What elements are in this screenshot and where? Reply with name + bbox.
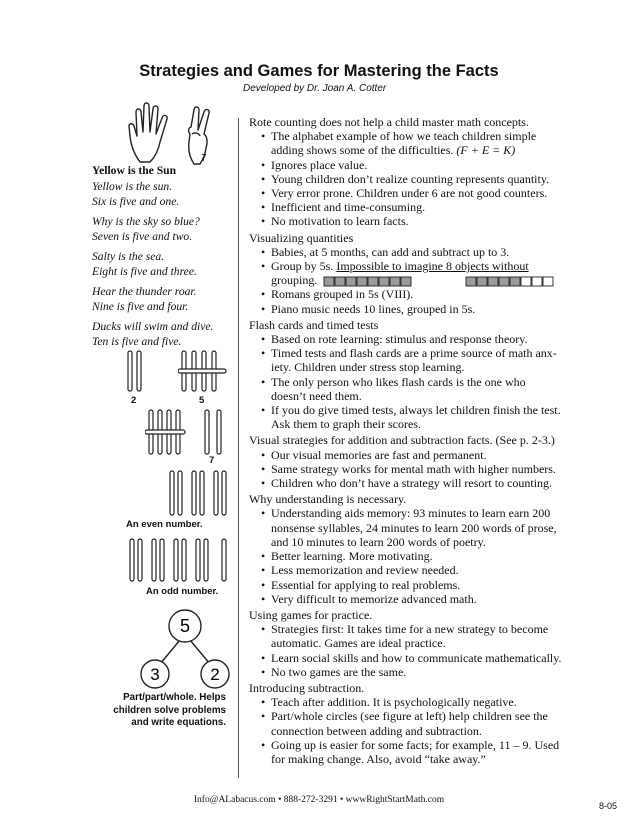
bullet-item bbox=[249, 709, 601, 737]
bullet-continuation: doesn’t need them. bbox=[271, 388, 362, 403]
footer-contact: Info@ALabacus.com • 888-272-3291 • wwwRightStartMath.com bbox=[193, 795, 445, 805]
bullet-continuation: adding shows some of the difficulties. (F + E = K) bbox=[271, 143, 516, 158]
tally-five bbox=[178, 350, 230, 392]
bullet-item bbox=[249, 506, 601, 549]
poem bbox=[92, 163, 232, 354]
bullet-continuation: and 10 minutes to learn 200 words of poetry. bbox=[271, 534, 486, 549]
bullet-line: • Piano music needs 10 lines, grouped in 5s. bbox=[249, 302, 601, 316]
bullet-line: • No two games are the same. bbox=[249, 665, 601, 679]
bullet-line: • Strategies first: It takes time for a new strategy to become bbox=[249, 622, 601, 636]
bullet-item bbox=[249, 549, 601, 563]
section bbox=[249, 433, 601, 490]
page-number: 8-05 bbox=[599, 801, 618, 811]
poem-line: Hear the thunder roar. bbox=[92, 284, 197, 298]
bullet-item bbox=[249, 214, 601, 228]
part-whole-circles bbox=[138, 606, 234, 690]
strategies-list bbox=[249, 115, 601, 768]
bullet-item bbox=[249, 259, 601, 287]
poem-stanza bbox=[92, 284, 232, 315]
bullet-line: • Less memorization and review needed. bbox=[249, 563, 601, 577]
poem-line: Seven is five and two. bbox=[92, 230, 193, 243]
bullet-item bbox=[249, 563, 601, 577]
bullet-item bbox=[249, 186, 601, 200]
bullet-item bbox=[249, 403, 601, 431]
page-title: Strategies and Games for Mastering the Facts bbox=[139, 62, 499, 80]
poem-line: Ducks will swim and dive. bbox=[92, 319, 214, 333]
caption-line: children solve problems bbox=[113, 704, 226, 716]
bullet-item bbox=[249, 302, 601, 316]
section-heading: Visualizing quantities bbox=[249, 230, 354, 245]
bullet-line: • Our visual memories are fast and permanent. bbox=[249, 448, 601, 462]
bullet-item bbox=[249, 158, 601, 172]
poem-line: Yellow is the sun. bbox=[92, 179, 173, 193]
poem-line: Salty is the sea. bbox=[92, 249, 165, 263]
bullet-continuation: automatic. Games are ideal practice. bbox=[271, 636, 446, 651]
section bbox=[249, 231, 601, 316]
bullet-item bbox=[249, 578, 601, 592]
section bbox=[249, 681, 601, 766]
bullet-line: • Same strategy works for mental math with higher numbers. bbox=[249, 462, 601, 476]
bullet-line: • Based on rote learning: stimulus and response theory. bbox=[249, 332, 601, 346]
poem-line: Ten is five and five. bbox=[92, 335, 182, 348]
part-value: 3 bbox=[150, 665, 160, 684]
poem-line: Eight is five and three. bbox=[92, 265, 197, 278]
bullet-item bbox=[249, 375, 601, 403]
bullet-item bbox=[249, 622, 601, 650]
poem-stanza bbox=[92, 214, 232, 245]
poem-line: Nine is five and four. bbox=[92, 300, 189, 313]
section bbox=[249, 608, 601, 679]
circles-caption bbox=[94, 692, 226, 730]
bullet-item bbox=[249, 245, 601, 259]
tally-label-seven: 7 bbox=[209, 455, 215, 466]
bullet-line: • Children who don’t have a strategy will resort to counting. bbox=[249, 476, 601, 490]
bullet-item bbox=[249, 695, 601, 709]
bullet-line: • Young children don’t realize counting represents quantity. bbox=[249, 172, 601, 186]
tally-odd bbox=[128, 538, 232, 582]
tally-label-two: 2 bbox=[131, 395, 137, 406]
underlined-text: Impossible to imagine 8 objects without bbox=[336, 259, 529, 274]
bullet-line: • Essential for applying to real problems. bbox=[249, 578, 601, 592]
bullet-item bbox=[249, 287, 601, 301]
section-heading: Using games for practice. bbox=[249, 607, 373, 622]
bullet-item bbox=[249, 332, 601, 346]
bullet-item bbox=[249, 200, 601, 214]
poem-line: Six is five and one. bbox=[92, 195, 180, 208]
bullet-item bbox=[249, 346, 601, 374]
part-value: 2 bbox=[210, 665, 220, 684]
section bbox=[249, 115, 601, 229]
poem-title: Yellow is the Sun bbox=[92, 164, 177, 177]
even-label: An even number. bbox=[126, 519, 203, 530]
section-heading: Why understanding is necessary. bbox=[249, 492, 407, 507]
bullet-line: • Learn social skills and how to communicate mathematically. bbox=[249, 651, 601, 665]
open-hand-icon bbox=[129, 103, 167, 162]
grouped-beads bbox=[465, 276, 555, 287]
hands-label: 7 bbox=[201, 153, 207, 164]
bullet-line: • Ignores place value. bbox=[249, 158, 601, 172]
bullet-item bbox=[249, 738, 601, 766]
page-subtitle: Developed by Dr. Joan A. Cotter bbox=[243, 83, 387, 94]
bullet-line: • Babies, at 5 months, can add and subtract up to 3. bbox=[249, 245, 601, 259]
tally-even bbox=[168, 470, 230, 516]
tally-label-five: 5 bbox=[199, 395, 205, 406]
bullet-item bbox=[249, 172, 601, 186]
bullet-line: • Going up is easier for some facts; for example, 11 – 9. Used bbox=[249, 738, 601, 752]
tally-two bbox=[125, 350, 145, 392]
section-heading: Flash cards and timed tests bbox=[249, 317, 379, 332]
bullet-continuation: connection between adding and subtraction. bbox=[271, 723, 482, 738]
bullet-item bbox=[249, 651, 601, 665]
bullet-line: • Part/whole circles (see figure at left) help children see the bbox=[249, 709, 601, 723]
bullet-continuation: Ask them to graph their scores. bbox=[271, 417, 421, 432]
bullet-item bbox=[249, 476, 601, 490]
bullet-line: • Understanding aids memory: 93 minutes to learn earn 200 bbox=[249, 506, 601, 520]
bullet-line: • Teach after addition. It is psychologically negative. bbox=[249, 695, 601, 709]
poem-stanza bbox=[92, 249, 232, 280]
bullet-continuation: iety. Children under stress stop learning. bbox=[271, 360, 465, 375]
bullet-line: • Romans grouped in 5s (VIII). bbox=[249, 287, 601, 301]
section-heading: Visual strategies for addition and subtraction facts. (See p. 2-3.) bbox=[249, 433, 555, 448]
section-heading: Introducing subtraction. bbox=[249, 680, 365, 695]
section bbox=[249, 318, 601, 432]
section-heading: Rote counting does not help a child master math concepts. bbox=[249, 115, 529, 129]
ungrouped-beads bbox=[323, 276, 413, 287]
bullet-line: • If you do give timed tests, always let children finish the test. bbox=[249, 403, 601, 417]
bullet-item bbox=[249, 129, 601, 157]
bullet-item bbox=[249, 665, 601, 679]
column-divider bbox=[238, 118, 239, 778]
bullet-continuation: nonsense syllables, 24 minutes to learn 200 words of prose, bbox=[271, 520, 557, 535]
tally-seven bbox=[145, 409, 231, 455]
caption-line: and write equations. bbox=[131, 717, 226, 728]
bullet-line: • Better learning. More motivating. bbox=[249, 549, 601, 563]
poem-stanza bbox=[92, 179, 232, 210]
bullet-line: • The alphabet example of how we teach children simple bbox=[249, 129, 601, 143]
bullet-continuation: for making change. Also, avoid “take away.” bbox=[271, 751, 486, 766]
bullet-line: • The only person who likes flash cards is the one who bbox=[249, 375, 601, 389]
poem-line: Why is the sky so blue? bbox=[92, 214, 200, 228]
bullet-item bbox=[249, 462, 601, 476]
bullet-item bbox=[249, 448, 601, 462]
bullet-item bbox=[249, 592, 601, 606]
bullet-line: • Very error prone. Children under 6 are not good counters. bbox=[249, 186, 601, 200]
bullet-line: • Inefficient and time-consuming. bbox=[249, 200, 601, 214]
bullet-continuation: grouping. bbox=[249, 273, 601, 287]
bullet-line: • Timed tests and flash cards are a prime source of math anx- bbox=[249, 346, 601, 360]
equation-example: (F + E = K) bbox=[456, 143, 516, 158]
section bbox=[249, 492, 601, 606]
odd-label: An odd number. bbox=[146, 586, 219, 597]
caption-line: Part/part/whole. Helps bbox=[123, 692, 226, 703]
poem-stanza bbox=[92, 319, 232, 350]
bullet-line: • Very difficult to memorize advanced math. bbox=[249, 592, 601, 606]
whole-value: 5 bbox=[179, 616, 191, 636]
bullet-line: • Group by 5s. Impossible to imagine 8 objects without bbox=[249, 259, 601, 273]
bullet-line: • No motivation to learn facts. bbox=[249, 214, 601, 228]
